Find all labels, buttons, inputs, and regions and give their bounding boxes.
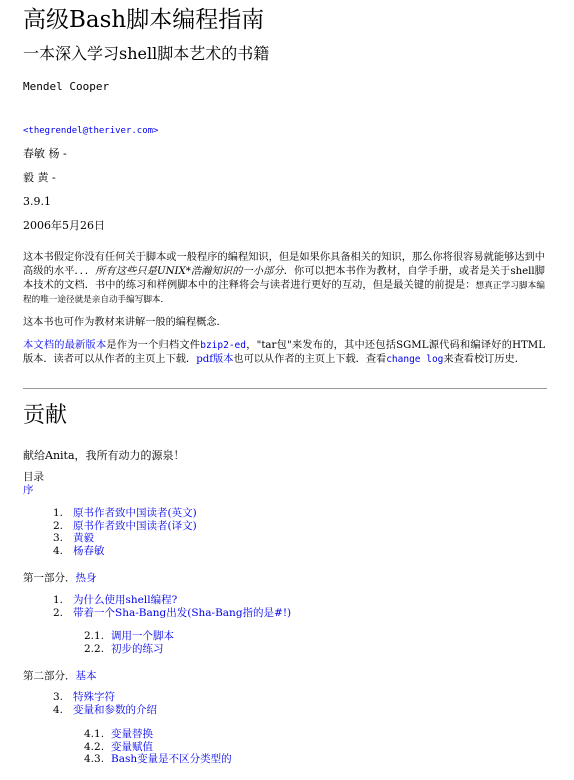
horizontal-divider xyxy=(23,388,547,389)
bzip2-link[interactable]: bzip2-ed xyxy=(200,340,246,351)
abstract-paragraph-3 xyxy=(23,339,545,367)
toc-item-link[interactable]: 调用一个脚本 xyxy=(111,630,174,642)
abstract-small-text: 想真正学习脚本编程的唯一途径就是亲自动手编写脚本． xyxy=(23,281,545,305)
toc-preface-link[interactable]: 序 xyxy=(23,484,34,496)
book-subtitle: 一本深入学习shell脚本艺术的书籍 xyxy=(23,44,270,63)
toc-subitem xyxy=(23,630,174,643)
toc-subitem xyxy=(23,643,174,656)
pub-date: 2006年5月26日 xyxy=(23,219,105,232)
toc-part1-list xyxy=(23,594,291,619)
toc-item-link[interactable]: 黄毅 xyxy=(73,532,94,544)
toc-item-link[interactable]: 变量赋值 xyxy=(111,740,153,753)
toc-item-link[interactable]: 特殊字符 xyxy=(73,691,115,703)
toc-item xyxy=(23,507,197,520)
author-email xyxy=(23,126,158,136)
translator-2: 毅 黄 - xyxy=(23,171,56,184)
dedication-heading: 贡献 xyxy=(23,403,68,428)
toc-part-1 xyxy=(23,570,97,585)
toc-part2-list xyxy=(23,691,157,716)
toc-subitem xyxy=(23,728,232,741)
toc-item-number: 2. xyxy=(53,519,64,532)
toc-item-link[interactable]: 初步的练习 xyxy=(111,642,164,655)
abstract-text: 是作为一个归档文件 xyxy=(106,340,201,351)
toc-item-link[interactable]: 原书作者致中国读者(译文) xyxy=(73,519,197,532)
abstract-emphasis: 所有这些只是UNIX*浩瀚知识的一小部分 xyxy=(95,266,284,277)
abstract-text: ．你可以把本书作为教材，自学手册，或者是关于shell脚本技术的文档．书中的练习和样例脚本中的注释将会与读者进行更好的互动，但是最关键的前提是： xyxy=(23,266,545,291)
toc-item-number: 3. xyxy=(53,691,64,703)
pdf-version-link[interactable]: pdf版本 xyxy=(196,354,234,365)
toc-item-link[interactable]: 变量和参数的介绍 xyxy=(73,703,157,716)
toc-item-number: 3. xyxy=(53,532,64,544)
change-log-link[interactable]: change log xyxy=(386,354,444,365)
author-name: Mendel Cooper xyxy=(23,80,110,93)
toc-part-link[interactable]: 基本 xyxy=(75,670,97,682)
toc-item-number: 2. xyxy=(53,606,64,619)
toc-item-number: 2.2. xyxy=(84,642,105,655)
toc-part2-sublist xyxy=(23,728,232,766)
book-title: 高级Bash脚本编程指南 xyxy=(23,7,265,33)
abstract-text: 也可以从作者的主页上下载．查看 xyxy=(233,354,387,365)
toc-part-link[interactable]: 热身 xyxy=(75,572,97,584)
abstract-text: ，"tar包"来发布的，其中还包括SGML源代码和编译好的HTML版本．读者可以从作者的主页上下载． xyxy=(23,340,546,365)
abstract-text: 来查看校订历史． xyxy=(443,354,525,365)
toc-item xyxy=(23,704,157,717)
translator-1: 春敏 杨 - xyxy=(23,147,67,160)
abstract-paragraph-1 xyxy=(23,251,545,307)
toc-item-number: 4. xyxy=(53,544,64,557)
abstract-text: 这本书假定你没有任何关于脚本或一般程序的编程知识，但是如果你具备相关的知识，那么你将很容易就能够达到中高级的水平．．． xyxy=(23,252,545,277)
toc-item-number: 4. xyxy=(53,703,64,716)
abstract-paragraph-2: 这本书也可作为教材来讲解一般的编程概念． xyxy=(23,317,227,328)
toc-item-number: 1. xyxy=(53,507,64,519)
toc-item-link[interactable]: 为什么使用shell编程? xyxy=(73,594,178,606)
latest-version-link[interactable]: 本文档的最新版本 xyxy=(23,340,107,351)
author-email-link[interactable]: <thegrendel@theriver.com> xyxy=(23,126,159,136)
toc-part-prefix: 第一部分． xyxy=(23,572,76,584)
toc-item xyxy=(23,532,197,545)
toc-item-number: 4.1. xyxy=(84,728,105,740)
toc-item xyxy=(23,520,197,533)
toc-preface xyxy=(23,484,34,497)
toc-item xyxy=(23,607,291,620)
toc-item-number: 2.1. xyxy=(84,630,105,642)
toc-item-link[interactable]: 带着一个Sha-Bang出发(Sha-Bang指的是#!) xyxy=(73,606,292,619)
toc-item-link[interactable]: Bash变量是不区分类型的 xyxy=(111,753,232,765)
toc-subitem xyxy=(23,753,232,766)
toc-item-number: 1. xyxy=(53,594,64,606)
toc-subitem xyxy=(23,741,232,754)
toc-item-number: 4.3. xyxy=(84,753,105,765)
toc-item xyxy=(23,594,291,607)
toc-part-2 xyxy=(23,668,97,683)
toc-title: 目录 xyxy=(23,471,44,483)
toc-item-link[interactable]: 杨春敏 xyxy=(73,544,105,557)
toc-item xyxy=(23,545,197,558)
toc-item xyxy=(23,691,157,704)
toc-preface-list xyxy=(23,507,197,557)
version: 3.9.1 xyxy=(23,195,51,208)
toc-part1-sublist xyxy=(23,630,174,655)
toc-part-prefix: 第二部分． xyxy=(23,670,76,682)
toc-item-link[interactable]: 原书作者致中国读者(英文) xyxy=(73,507,197,519)
dedication-text: 献给Anita，我所有动力的源泉！ xyxy=(23,449,185,462)
toc-item-link[interactable]: 变量替换 xyxy=(111,728,153,740)
toc-item-number: 4.2. xyxy=(84,740,105,753)
